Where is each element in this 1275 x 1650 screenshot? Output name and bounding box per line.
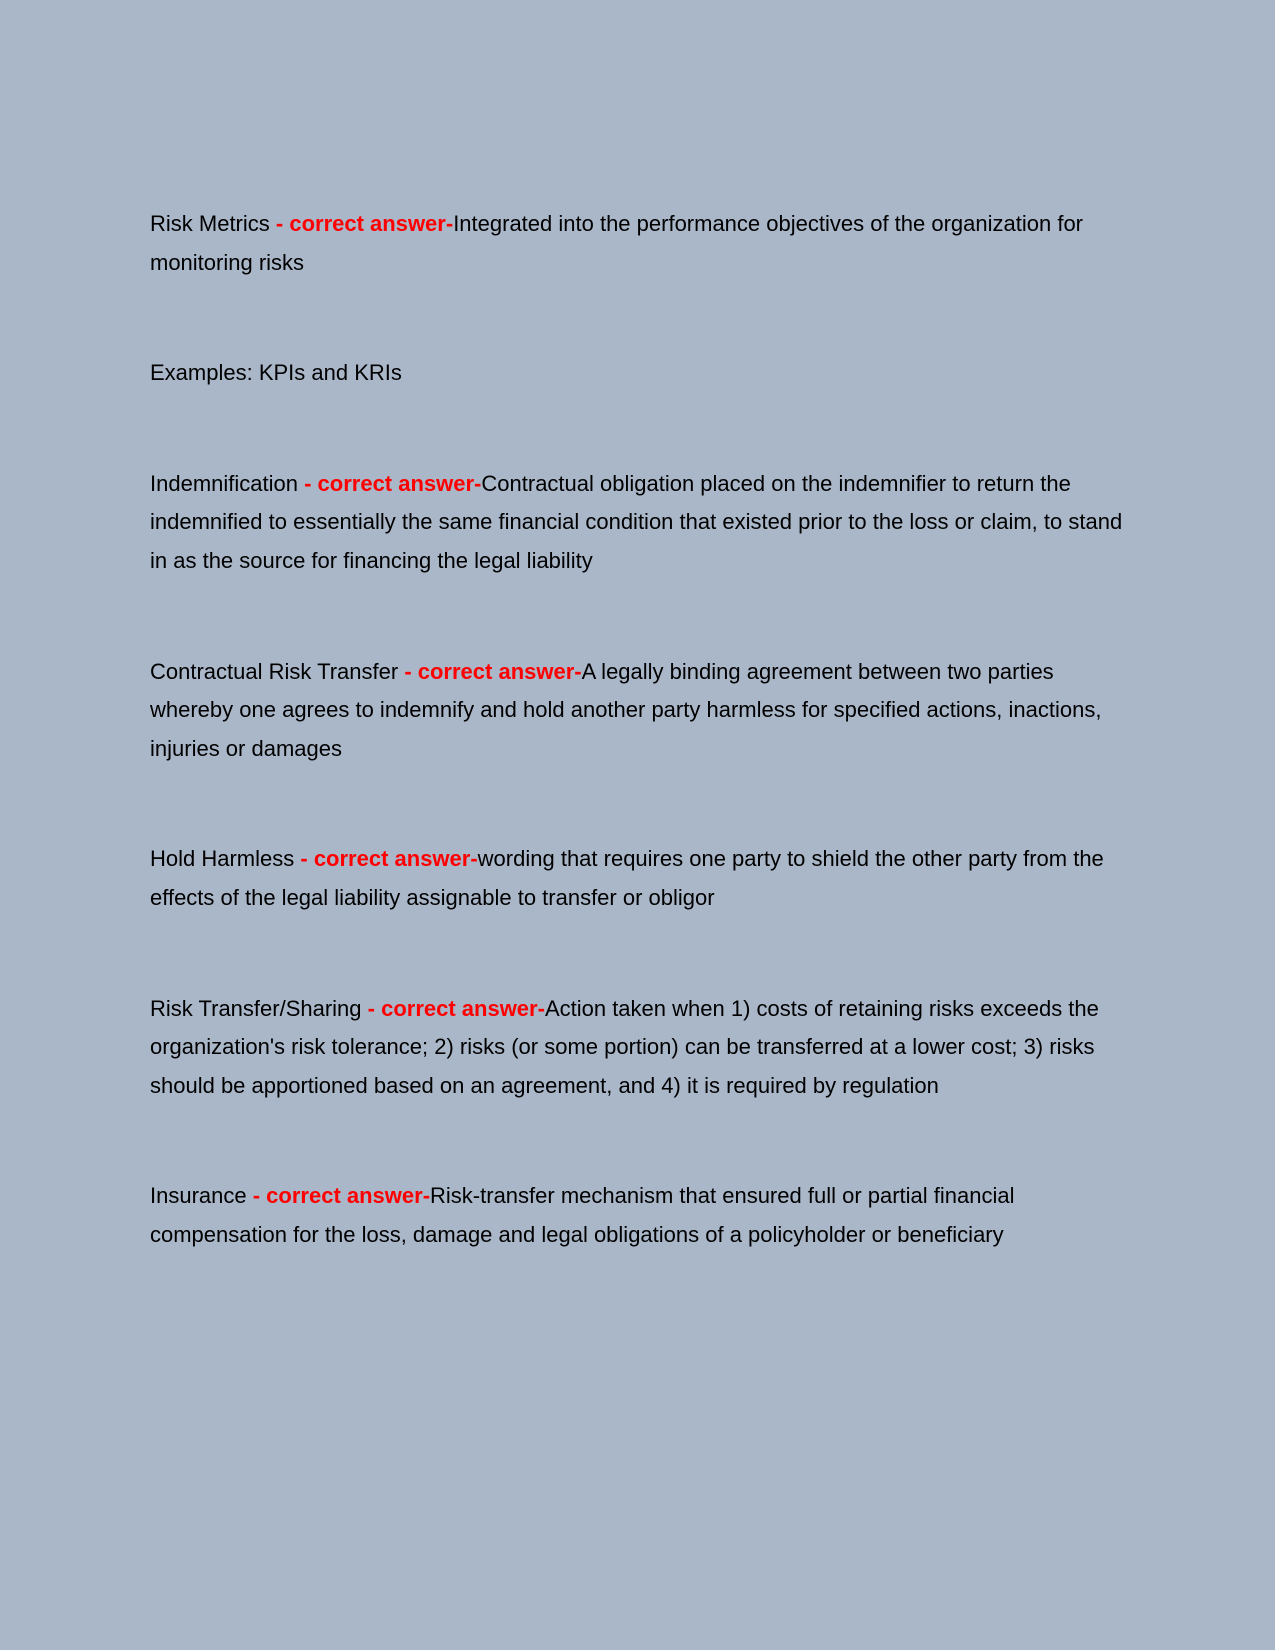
- entry-definition: Examples: KPIs and KRIs: [150, 360, 402, 386]
- entry-definition: Contractual obligation placed on the indemnifier to return the indemnified to essentially the same financial condition that existed prior to the loss or claim, to stand in as the source for financing the legal liability: [150, 470, 1123, 573]
- entry-contractual-risk-transfer: [150, 653, 1140, 769]
- answer-label: - correct answer-: [294, 846, 478, 872]
- document-page: [150, 205, 1140, 1327]
- entry-term: Indemnification: [150, 470, 298, 496]
- entry-term: Risk Transfer/Sharing: [150, 995, 362, 1021]
- entry-risk-transfer-sharing: [150, 990, 1140, 1106]
- entry-indemnification: [150, 465, 1140, 581]
- answer-label: - correct answer-: [361, 995, 545, 1021]
- entry-term: Risk Metrics: [150, 211, 270, 236]
- entry-hold-harmless: [150, 840, 1140, 917]
- entry-definition: wording that requires one party to shield the other party from the effects of the legal liability assignable to transfer or obligor: [150, 846, 1104, 910]
- entry-term: Insurance: [150, 1183, 247, 1209]
- entry-definition: Action taken when 1) costs of retaining risks exceeds the organization's risk tolerance; 2) risks (or some portion) can be transferred at a lower cost; 3) risks should be apportioned based on an agreement, and 4) it is required by regulation: [150, 995, 1099, 1098]
- answer-label: - correct answer-: [269, 211, 454, 236]
- entry-definition: Risk-transfer mechanism that ensured full or partial financial compensation for the loss, damage and legal obligations of a policyholder or beneficiary: [150, 1183, 1015, 1247]
- answer-label: - correct answer-: [297, 470, 482, 496]
- entry-risk-metrics: [150, 205, 1140, 282]
- answer-label: - correct answer-: [246, 1183, 431, 1209]
- entry-insurance: [150, 1177, 1140, 1254]
- entry-examples: [150, 354, 1140, 393]
- entry-definition: A legally binding agreement between two parties whereby one agrees to indemnify and hold another party harmless for specified actions, inactions, injuries or damages: [150, 658, 1102, 761]
- entry-term: Contractual Risk Transfer: [150, 658, 399, 684]
- entry-term: Hold Harmless: [150, 846, 295, 872]
- entry-definition: Integrated into the performance objectives of the organization for monitoring risks: [150, 211, 1084, 275]
- answer-label: - correct answer-: [398, 658, 582, 684]
